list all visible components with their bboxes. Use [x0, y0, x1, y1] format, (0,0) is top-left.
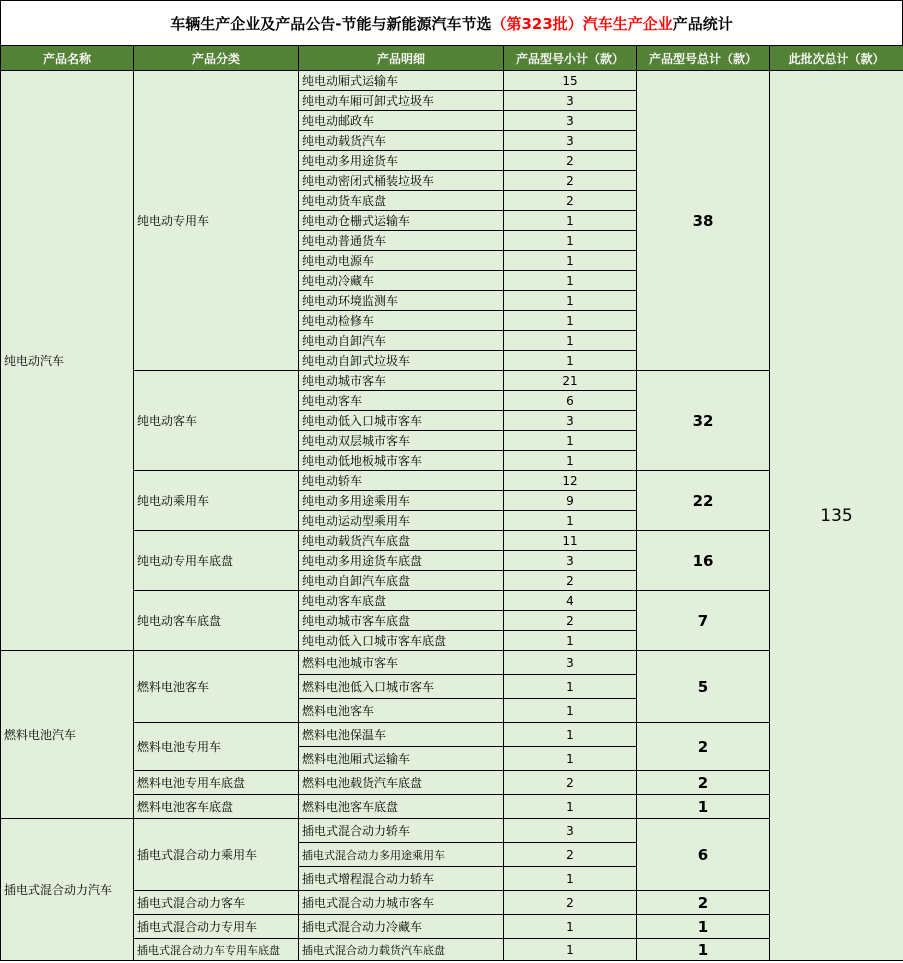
subtotal-cell: 6 [504, 391, 637, 411]
detail-cell: 纯电动载货汽车底盘 [299, 531, 504, 551]
detail-cell: 纯电动城市客车底盘 [299, 611, 504, 631]
detail-cell: 纯电动自卸汽车 [299, 331, 504, 351]
detail-cell: 纯电动车厢可卸式垃圾车 [299, 91, 504, 111]
subtotal-cell: 1 [504, 211, 637, 231]
subtotal-cell: 1 [504, 675, 637, 699]
category-total-cell: 5 [637, 651, 770, 723]
category-cell: 插电式混合动力车专用车底盘 [134, 939, 299, 961]
subtotal-cell: 3 [504, 111, 637, 131]
category-cell: 纯电动专用车底盘 [134, 531, 299, 591]
subtotal-cell: 3 [504, 131, 637, 151]
table-row [1, 771, 903, 795]
detail-cell: 插电式混合动力多用途乘用车 [299, 843, 504, 867]
subtotal-cell: 11 [504, 531, 637, 551]
subtotal-cell: 3 [504, 551, 637, 571]
subtotal-cell: 1 [504, 631, 637, 651]
subtotal-cell: 3 [504, 411, 637, 431]
subtotal-cell: 2 [504, 191, 637, 211]
detail-cell: 纯电动厢式运输车 [299, 71, 504, 91]
subtotal-cell: 3 [504, 91, 637, 111]
table-body [1, 71, 903, 961]
category-cell: 纯电动客车 [134, 371, 299, 471]
detail-cell: 燃料电池保温车 [299, 723, 504, 747]
subtotal-cell: 2 [504, 611, 637, 631]
category-total-cell: 1 [637, 939, 770, 961]
table-row [1, 71, 903, 91]
detail-cell: 燃料电池客车底盘 [299, 795, 504, 819]
header-batch-total: 此批次总计（款） [770, 46, 903, 71]
detail-cell: 纯电动载货汽车 [299, 131, 504, 151]
detail-cell: 燃料电池载货汽车底盘 [299, 771, 504, 795]
detail-cell: 燃料电池低入口城市客车 [299, 675, 504, 699]
subtotal-cell: 2 [504, 771, 637, 795]
category-cell: 燃料电池专用车 [134, 723, 299, 771]
subtotal-cell: 1 [504, 915, 637, 939]
subtotal-cell: 1 [504, 747, 637, 771]
product-stats-table [0, 45, 903, 961]
category-cell: 燃料电池专用车底盘 [134, 771, 299, 795]
category-cell: 纯电动乘用车 [134, 471, 299, 531]
detail-cell: 插电式混合动力城市客车 [299, 891, 504, 915]
detail-cell: 燃料电池城市客车 [299, 651, 504, 675]
subtotal-cell: 1 [504, 699, 637, 723]
detail-cell: 纯电动低地板城市客车 [299, 451, 504, 471]
category-cell: 燃料电池客车底盘 [134, 795, 299, 819]
detail-cell: 插电式增程混合动力轿车 [299, 867, 504, 891]
table-row [1, 531, 903, 551]
detail-cell: 纯电动电源车 [299, 251, 504, 271]
category-cell: 燃料电池客车 [134, 651, 299, 723]
detail-cell: 纯电动自卸式垃圾车 [299, 351, 504, 371]
detail-cell: 纯电动环境监测车 [299, 291, 504, 311]
category-total-cell: 16 [637, 531, 770, 591]
title-part-3: 产品统计 [672, 14, 733, 33]
category-total-cell: 1 [637, 915, 770, 939]
category-cell: 纯电动专用车 [134, 71, 299, 371]
detail-cell: 纯电动多用途货车 [299, 151, 504, 171]
subtotal-cell: 2 [504, 571, 637, 591]
detail-cell: 插电式混合动力冷藏车 [299, 915, 504, 939]
table-row [1, 915, 903, 939]
category-total-cell: 2 [637, 891, 770, 915]
subtotal-cell: 1 [504, 511, 637, 531]
subtotal-cell: 3 [504, 819, 637, 843]
subtotal-cell: 21 [504, 371, 637, 391]
detail-cell: 纯电动低入口城市客车底盘 [299, 631, 504, 651]
table-row [1, 651, 903, 675]
title-part-2-highlight: （第323批）汽车生产企业 [491, 14, 673, 33]
subtotal-cell: 9 [504, 491, 637, 511]
detail-cell: 插电式混合动力载货汽车底盘 [299, 939, 504, 961]
category-total-cell: 2 [637, 723, 770, 771]
detail-cell: 纯电动冷藏车 [299, 271, 504, 291]
subtotal-cell: 2 [504, 843, 637, 867]
batch-total-cell: 135 [770, 71, 903, 961]
detail-cell: 纯电动双层城市客车 [299, 431, 504, 451]
subtotal-cell: 1 [504, 251, 637, 271]
detail-cell: 插电式混合动力轿车 [299, 819, 504, 843]
category-total-cell: 32 [637, 371, 770, 471]
subtotal-cell: 12 [504, 471, 637, 491]
table-row [1, 723, 903, 747]
detail-cell: 纯电动客车 [299, 391, 504, 411]
subtotal-cell: 1 [504, 939, 637, 961]
detail-cell: 纯电动客车底盘 [299, 591, 504, 611]
subtotal-cell: 1 [504, 291, 637, 311]
header-model-subtotal: 产品型号小计（款） [504, 46, 637, 71]
product-name-cell: 燃料电池汽车 [1, 651, 134, 819]
category-total-cell: 6 [637, 819, 770, 891]
detail-cell: 纯电动仓栅式运输车 [299, 211, 504, 231]
detail-cell: 纯电动运动型乘用车 [299, 511, 504, 531]
subtotal-cell: 2 [504, 171, 637, 191]
detail-cell: 燃料电池厢式运输车 [299, 747, 504, 771]
subtotal-cell: 1 [504, 271, 637, 291]
subtotal-cell: 4 [504, 591, 637, 611]
subtotal-cell: 15 [504, 71, 637, 91]
subtotal-cell: 1 [504, 431, 637, 451]
page-title [0, 0, 903, 45]
subtotal-cell: 2 [504, 891, 637, 915]
category-cell: 插电式混合动力客车 [134, 891, 299, 915]
subtotal-cell: 1 [504, 351, 637, 371]
subtotal-cell: 2 [504, 151, 637, 171]
title-part-1: 车辆生产企业及产品公告-节能与新能源汽车节选 [170, 14, 492, 33]
category-total-cell: 38 [637, 71, 770, 371]
detail-cell: 纯电动多用途乘用车 [299, 491, 504, 511]
detail-cell: 纯电动多用途货车底盘 [299, 551, 504, 571]
subtotal-cell: 1 [504, 867, 637, 891]
table-row [1, 371, 903, 391]
table-row [1, 891, 903, 915]
detail-cell: 燃料电池客车 [299, 699, 504, 723]
table-row [1, 939, 903, 961]
header-row [1, 46, 903, 71]
table-row [1, 471, 903, 491]
category-cell: 插电式混合动力专用车 [134, 915, 299, 939]
detail-cell: 纯电动检修车 [299, 311, 504, 331]
detail-cell: 纯电动城市客车 [299, 371, 504, 391]
detail-cell: 纯电动低入口城市客车 [299, 411, 504, 431]
detail-cell: 纯电动密闭式桶装垃圾车 [299, 171, 504, 191]
detail-cell: 纯电动货车底盘 [299, 191, 504, 211]
table-row [1, 591, 903, 611]
header-product-name: 产品名称 [1, 46, 134, 71]
table-row [1, 819, 903, 843]
header-model-total: 产品型号总计（款） [637, 46, 770, 71]
product-name-cell: 插电式混合动力汽车 [1, 819, 134, 961]
subtotal-cell: 1 [504, 331, 637, 351]
category-total-cell: 22 [637, 471, 770, 531]
header-product-category: 产品分类 [134, 46, 299, 71]
category-total-cell: 2 [637, 771, 770, 795]
category-total-cell: 7 [637, 591, 770, 651]
product-name-cell: 纯电动汽车 [1, 71, 134, 651]
table-row [1, 795, 903, 819]
category-total-cell: 1 [637, 795, 770, 819]
subtotal-cell: 1 [504, 451, 637, 471]
header-product-detail: 产品明细 [299, 46, 504, 71]
detail-cell: 纯电动自卸汽车底盘 [299, 571, 504, 591]
subtotal-cell: 3 [504, 651, 637, 675]
subtotal-cell: 1 [504, 795, 637, 819]
category-cell: 纯电动客车底盘 [134, 591, 299, 651]
subtotal-cell: 1 [504, 723, 637, 747]
subtotal-cell: 1 [504, 311, 637, 331]
category-cell: 插电式混合动力乘用车 [134, 819, 299, 891]
detail-cell: 纯电动邮政车 [299, 111, 504, 131]
detail-cell: 纯电动轿车 [299, 471, 504, 491]
subtotal-cell: 1 [504, 231, 637, 251]
detail-cell: 纯电动普通货车 [299, 231, 504, 251]
